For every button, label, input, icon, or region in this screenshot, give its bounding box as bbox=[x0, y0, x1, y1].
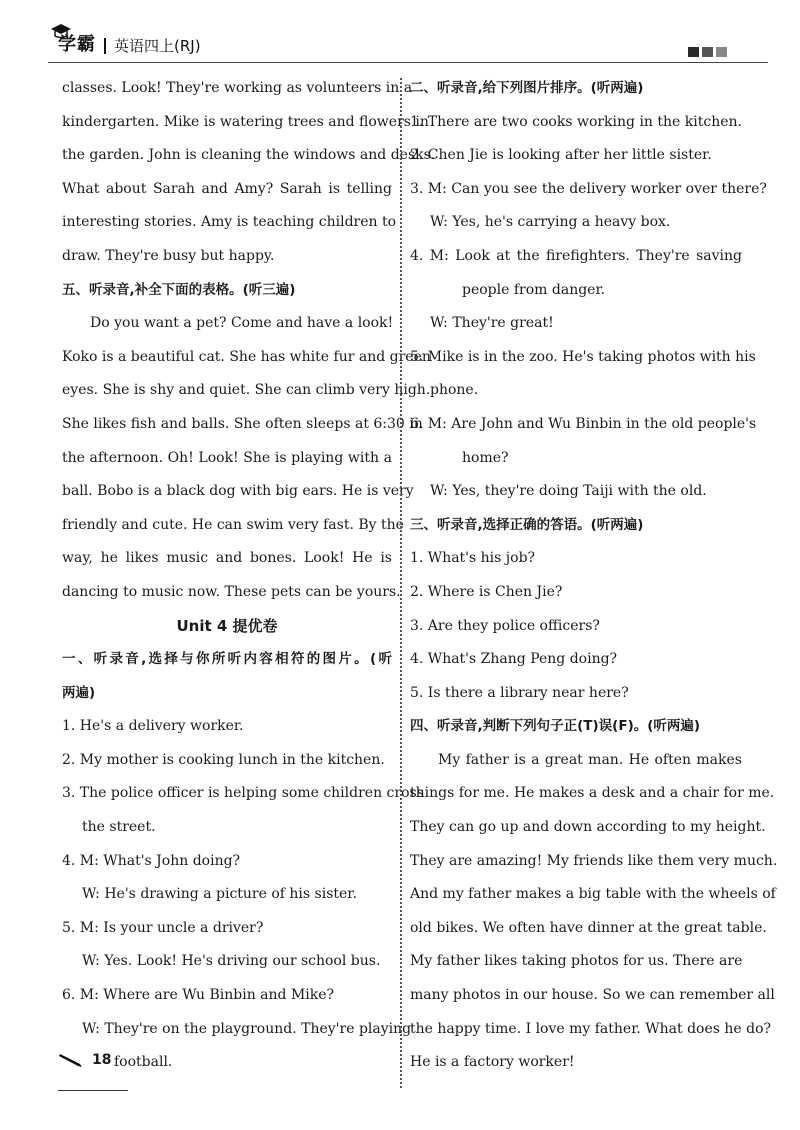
text-line: the happy time. I love my father. What does he do? bbox=[410, 1020, 772, 1037]
text-line: He is a factory worker! bbox=[410, 1054, 575, 1071]
text-line: interesting stories. Amy is teaching children to bbox=[62, 214, 397, 231]
list-item: 4. M: Look at the firefighters. They're saving bbox=[410, 247, 742, 264]
list-item: 4. M: What's John doing? bbox=[62, 852, 241, 869]
text-line: friendly and cute. He can swim very fast. By the bbox=[62, 516, 404, 533]
text-line: classes. Look! They're working as volunteers in a bbox=[62, 80, 413, 96]
text-line: My father is a great man. He often makes bbox=[438, 751, 742, 768]
list-item: W: They're on the playground. They're playing bbox=[82, 1020, 412, 1037]
text-line: They are amazing! My friends like them very much. bbox=[410, 852, 778, 869]
text-line: way, he likes music and bones. Look! He is bbox=[62, 550, 392, 567]
text-line: Koko is a beautiful cat. She has white fur and green bbox=[62, 348, 431, 365]
list-item: 1. There are two cooks working in the kitchen. bbox=[410, 113, 742, 130]
footer-rule bbox=[58, 1090, 128, 1091]
list-item: the street. bbox=[82, 819, 156, 836]
text-line: eyes. She is shy and quiet. She can climb very high. bbox=[62, 382, 431, 399]
list-item: home? bbox=[462, 449, 509, 466]
section-3-heading: 三、听录音,选择正确的答语。(听两遍) bbox=[410, 516, 644, 533]
list-item: 6. M: Are John and Wu Binbin in the old people's bbox=[410, 415, 757, 432]
section-2-heading: 二、听录音,给下列图片排序。(听两遍) bbox=[410, 80, 644, 96]
list-item: 1. What's his job? bbox=[410, 550, 536, 567]
header-separator bbox=[104, 38, 106, 54]
page-number: 18 bbox=[92, 1052, 112, 1068]
list-item: people from danger. bbox=[462, 281, 606, 298]
list-item: 3. M: Can you see the delivery worker over there? bbox=[410, 180, 767, 197]
list-item: 4. What's Zhang Peng doing? bbox=[410, 651, 618, 668]
text-line: draw. They're busy but happy. bbox=[62, 247, 275, 264]
text-line: kindergarten. Mike is watering trees and flowers in bbox=[62, 113, 429, 130]
text-line: She likes fish and balls. She often sleeps at 6:30 in bbox=[62, 415, 423, 432]
list-item: 5. Is there a library near here? bbox=[410, 684, 629, 701]
section-4-heading: 四、听录音,判断下列句子正(T)误(F)。(听两遍) bbox=[410, 718, 701, 735]
text-line: And my father makes a big table with the wheels of bbox=[410, 886, 776, 903]
list-item: W: Yes, he's carrying a heavy box. bbox=[430, 214, 671, 231]
pencil-icon bbox=[58, 1052, 86, 1068]
text-line: old bikes. We often have dinner at the great table. bbox=[410, 919, 767, 936]
graduation-cap-icon bbox=[50, 22, 72, 40]
list-item: 2. Chen Jie is looking after her little sister. bbox=[410, 147, 712, 164]
page-header bbox=[0, 0, 800, 72]
list-item: W: Yes, they're doing Taiji with the old. bbox=[430, 483, 707, 500]
list-item: W: He's drawing a picture of his sister. bbox=[82, 886, 357, 903]
text-line: What about Sarah and Amy? Sarah is telling bbox=[62, 180, 392, 197]
text-line: ball. Bobo is a black dog with big ears. He is very bbox=[62, 483, 414, 500]
page-footer bbox=[58, 1052, 111, 1068]
header-decoration bbox=[688, 47, 727, 57]
list-item: football. bbox=[114, 1054, 173, 1071]
brand-name: 学霸 bbox=[58, 34, 96, 55]
unit-title: Unit 4 提优卷 bbox=[176, 616, 278, 635]
list-item: phone. bbox=[430, 382, 479, 399]
list-item: 6. M: Where are Wu Binbin and Mike? bbox=[62, 987, 335, 1004]
list-item: W: They're great! bbox=[430, 315, 554, 332]
list-item: 5. Mike is in the zoo. He's taking photos with his bbox=[410, 348, 756, 365]
list-item: 2. Where is Chen Jie? bbox=[410, 583, 563, 600]
section-1-heading: 一、听录音,选择与你所听内容相符的图片。(听 bbox=[62, 651, 392, 668]
text-line: Do you want a pet? Come and have a look! bbox=[90, 315, 394, 332]
list-item: 3. The police officer is helping some children cross bbox=[62, 785, 424, 802]
left-column bbox=[62, 72, 436, 1080]
section-5-heading: 五、听录音,补全下面的表格。(听三遍) bbox=[62, 281, 296, 298]
text-line: dancing to music now. These pets can be yours. bbox=[62, 583, 401, 600]
text-line: My father likes taking photos for us. There are bbox=[410, 953, 743, 970]
list-item: 5. M: Is your uncle a driver? bbox=[62, 919, 264, 936]
header-rule bbox=[48, 62, 768, 63]
right-column bbox=[410, 72, 778, 1080]
text-line: the afternoon. Oh! Look! She is playing with a bbox=[62, 449, 392, 466]
text-line: things for me. He makes a desk and a chair for me. bbox=[410, 785, 775, 802]
list-item: 2. My mother is cooking lunch in the kitchen. bbox=[62, 751, 385, 768]
section-1-heading-cont: 两遍) bbox=[62, 684, 96, 701]
text-line: the garden. John is cleaning the windows and desks. bbox=[62, 147, 436, 164]
text-line: many photos in our house. So we can remember all bbox=[410, 987, 775, 1004]
list-item: 3. Are they police officers? bbox=[410, 617, 600, 634]
brand-logo bbox=[58, 30, 201, 56]
text-line: They can go up and down according to my height. bbox=[410, 819, 766, 836]
list-item: W: Yes. Look! He's driving our school bus. bbox=[82, 953, 381, 970]
column-divider bbox=[400, 78, 402, 1088]
list-item: 1. He's a delivery worker. bbox=[62, 718, 244, 735]
book-title: 英语四上(RJ) bbox=[114, 37, 201, 55]
